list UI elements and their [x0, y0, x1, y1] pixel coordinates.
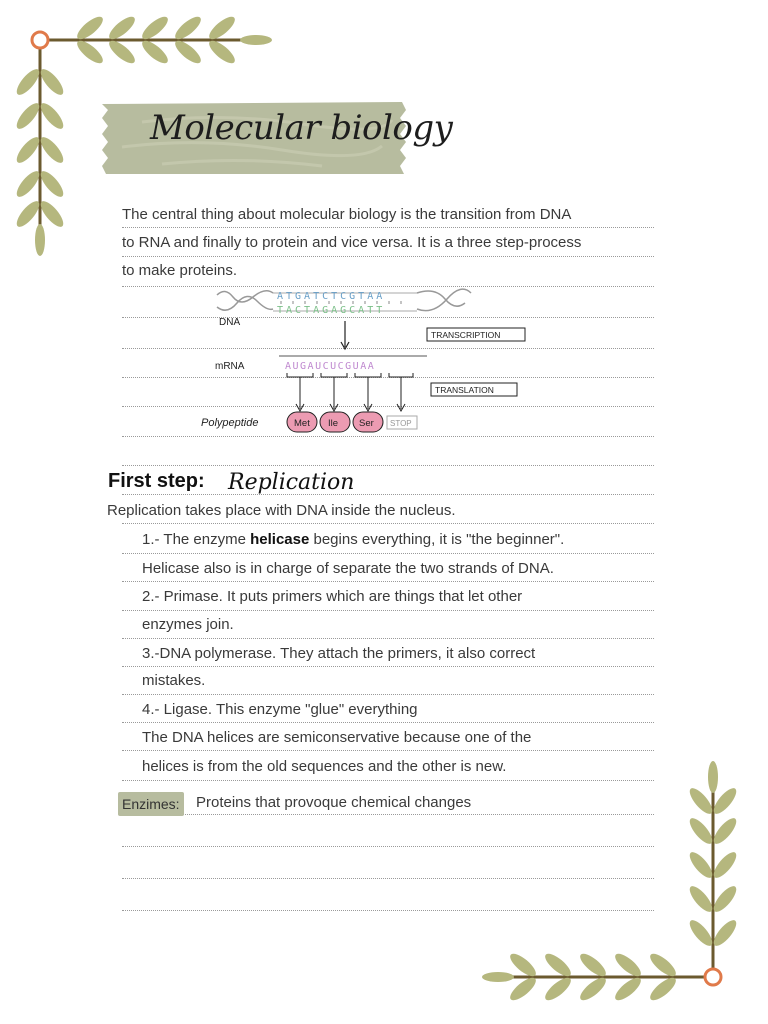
- ruled-line: [122, 465, 654, 466]
- intro-line: to make proteins.: [122, 262, 238, 279]
- ruled-line: [122, 878, 654, 879]
- stop-codon: STOP: [390, 419, 412, 428]
- transcription-label: TRANSCRIPTION: [431, 330, 501, 340]
- mrna-sequence: AUGAUCUCGUAA: [285, 361, 376, 372]
- step-line: mistakes.: [142, 672, 206, 689]
- step-line: Helicase also is in charge of separate the two strands of DNA.: [142, 560, 554, 577]
- amino-acid: Met: [294, 418, 310, 429]
- amino-acid: Ile: [328, 418, 339, 429]
- step-line: helices is from the old sequences and the other is new.: [142, 758, 507, 775]
- ruled-line: [122, 846, 654, 847]
- section-subheading: Replication: [228, 470, 355, 495]
- step-line: enzymes join.: [142, 616, 234, 633]
- branch-bottom-right-decoration: [478, 755, 768, 1024]
- definition-text: Proteins that provoque chemical changes: [196, 794, 472, 811]
- definition-tag: Enzimes:: [118, 792, 184, 816]
- step1-suffix: begins everything, it is "the beginner".: [309, 531, 565, 548]
- helicase-term: helicase: [250, 531, 310, 548]
- ruled-line: [122, 910, 654, 911]
- step-line: The DNA helices are semiconservative because one of the: [142, 729, 532, 746]
- step-line: [142, 526, 564, 554]
- dna-label: DNA: [219, 317, 241, 328]
- section-lead: Replication takes place with DNA inside the nucleus.: [107, 502, 456, 519]
- step-line: 2.- Primase. It puts primers which are things that let other: [142, 588, 523, 605]
- mrna-label: mRNA: [215, 361, 245, 372]
- polypeptide-label: Polypeptide: [201, 417, 259, 429]
- intro-line: to RNA and finally to protein and vice versa. It is a three step-process: [122, 234, 582, 251]
- dna-bottom-strand: TACTAGAGCATT: [277, 305, 386, 316]
- intro-line: The central thing about molecular biology is the transition from DNA: [122, 206, 572, 223]
- step-line: 4.- Ligase. This enzyme "glue" everything: [142, 701, 418, 718]
- section-heading: First step:: [108, 470, 205, 492]
- amino-acid: Ser: [359, 418, 374, 429]
- step1-prefix: 1.- The enzyme: [142, 531, 251, 548]
- dna-top-strand: ATGATCTCGTAA: [277, 291, 386, 302]
- translation-label: TRANSLATION: [435, 385, 494, 395]
- page-title: Molecular biology: [150, 108, 453, 148]
- central-dogma-diagram: [195, 285, 535, 440]
- ruled-line: [122, 494, 654, 495]
- step-line: 3.-DNA polymerase. They attach the primers, it also correct: [142, 645, 536, 662]
